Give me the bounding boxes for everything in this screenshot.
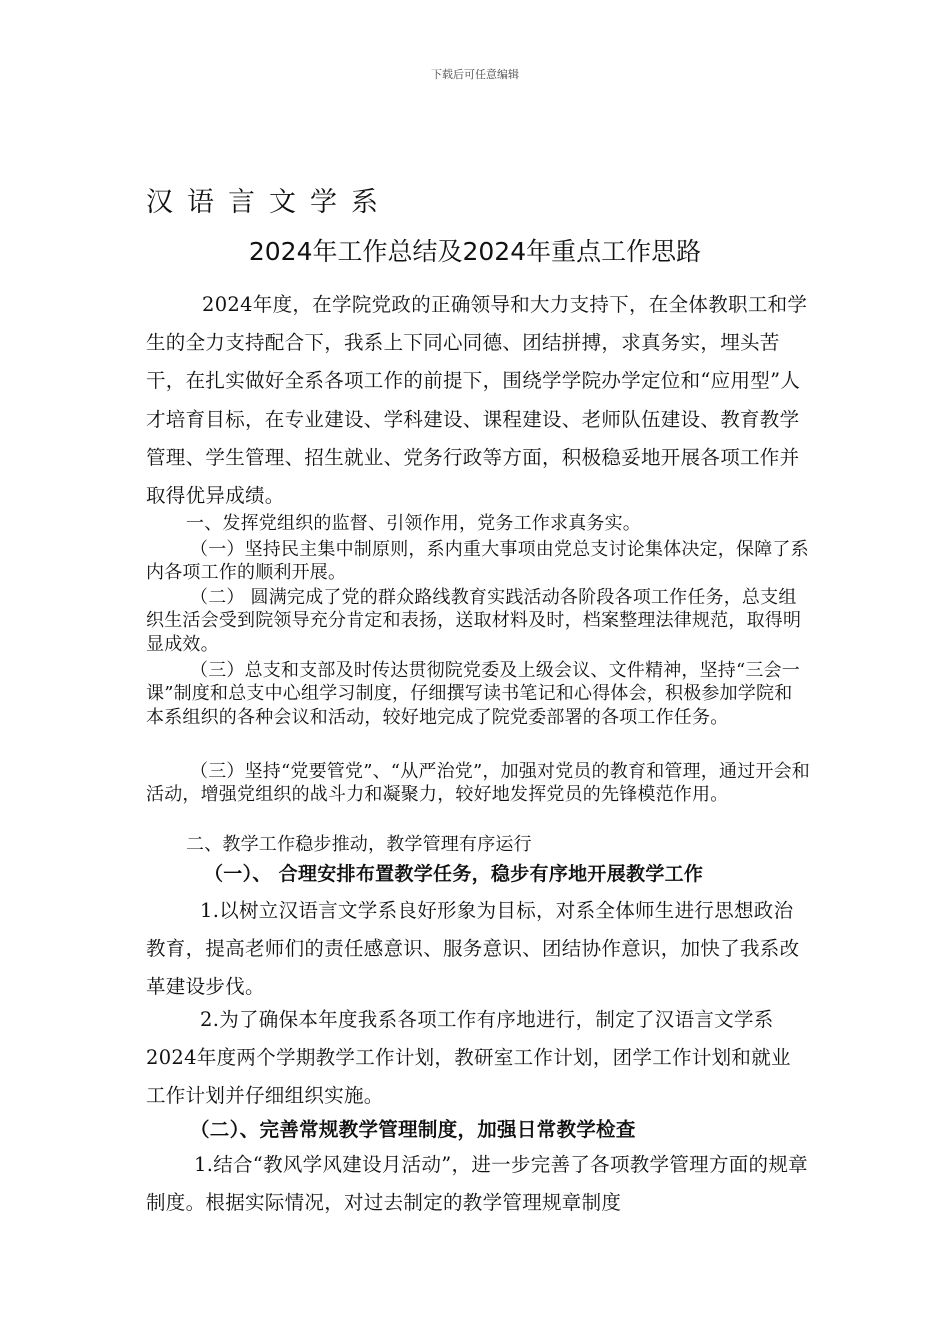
subsection1-heading: （一）、 合理安排布置教学任务，稳步有序地开展教学工作 <box>204 863 704 885</box>
department-title: 汉语言文学系 <box>146 187 392 218</box>
subsection1-item: 1.以树立汉语言文学系良好形象为目标，对系全体师生进行思想政治教育，提高老师们的责任感意识、服务意识、团结协作意识，加快了我系改革建设步伐。 <box>146 899 800 999</box>
section1-item: （二） 圆满完成了党的群众路线教育实践活动各阶段各项工作任务，总支组织生活会受到院领导充分肯定和表扬，送取材料及时，档案整理法律规范，取得明显成效。 <box>146 587 802 655</box>
header-note: 下载后可任意编辑 <box>431 68 519 81</box>
section1-item: （三）坚持“党要管党”、“从严治党”，加强对党员的教育和管理，通过开会和活动，增强党组织的战斗力和凝聚力，较好地发挥党员的先锋模范作用。 <box>146 761 811 806</box>
subsection1-item: 2.为了确保本年度我系各项工作有序地进行，制定了汉语言文学系2024年度两个学期教学工作计划，教研室工作计划，团学工作计划和就业工作计划并仔细组织实施。 <box>146 1008 791 1108</box>
subsection2-item: 1.结合“教风学风建设月活动”，进一步完善了各项教学管理方面的规章制度。根据实际情况，对过去制定的教学管理规章制度 <box>146 1153 808 1215</box>
section1-item: （一）坚持民主集中制原则，系内重大事项由党总支讨论集体决定，保障了系内各项工作的顺利开展。 <box>146 539 809 584</box>
section1-heading: 一、发挥党组织的监督、引领作用，党务工作求真务实。 <box>186 513 641 534</box>
section2-heading: 二、教学工作稳步推动，教学管理有序运行 <box>186 834 532 855</box>
section1-item: （三）总支和支部及时传达贯彻院党委及上级会议、文件精神，坚持“三会一课”制度和总支中心组学习制度，仔细撰写读书笔记和心得体会，积极参加学院和本系组织的各种会议和活动，较好地完成了院党委部署的各项工作任务。 <box>146 660 800 728</box>
subsection2-heading: （二）、完善常规教学管理制度，加强日常教学检查 <box>190 1118 636 1141</box>
intro-paragraph: 2024年度，在学院党政的正确领导和大力支持下，在全体教职工和学生的全力支持配合下，我系上下同心同德、团结拼搏，求真务实，埋头苦干，在扎实做好全系各项工作的前提下，围绕学学院办学定位和“应用型”人才培育目标，在专业建设、学科建设、课程建设、老师队伍建设、教育教学管理、学生管理、招生就业、党务行政等方面，积极稳妥地开展各项工作并取得优异成绩。 <box>146 293 808 508</box>
document-title: 2024年工作总结及2024年重点工作思路 <box>248 237 702 266</box>
